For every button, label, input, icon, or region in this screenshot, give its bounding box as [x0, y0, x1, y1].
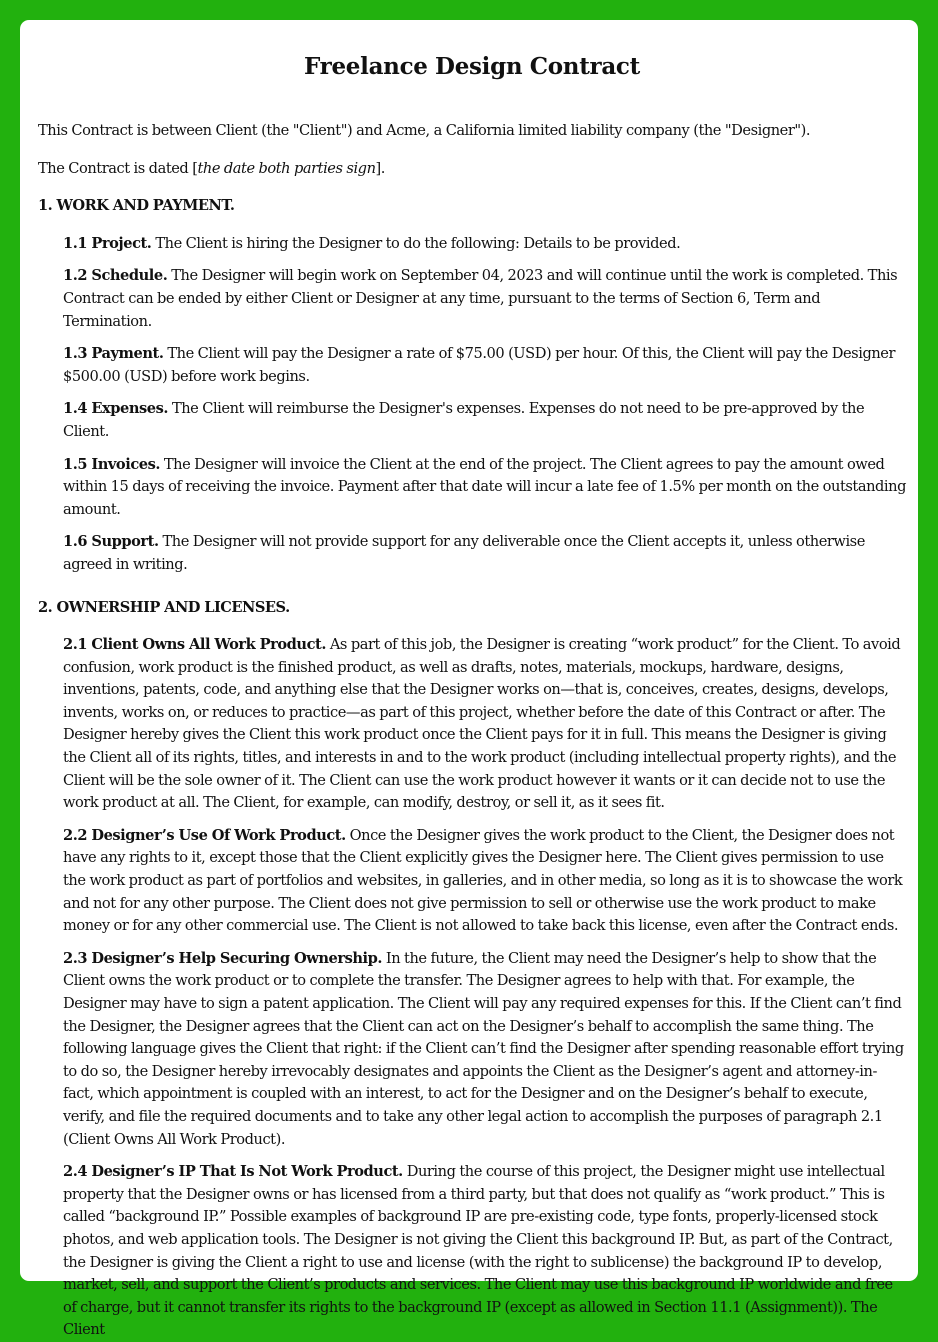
- clause-text: The Designer will begin work on September 04, 2023 and will continue until the work is completed. This Contract can be ended by either Client or Designer at any time, pursuant to the terms of Section 6, Term and Termination.: [63, 267, 898, 330]
- contract-page: [20, 20, 918, 1339]
- clause-1-2-schedule: [63, 265, 906, 333]
- clause-title: 1.6 Support.: [63, 533, 159, 551]
- clause-1-3-payment: [63, 343, 906, 388]
- clause-1-6-support: [63, 531, 906, 576]
- section-heading-work-and-payment: 1. WORK AND PAYMENT.: [38, 197, 235, 215]
- document-title: Freelance Design Contract: [304, 53, 640, 80]
- clause-text: In the future, the Client may need the Designer’s help to show that the Client owns the work product or to complete the transfer. The Designer agrees to help with that. For example, the Designer may have to sign a patent application. The Client will pay any required expenses for this. If the Client can’t find the Designer, the Designer agrees that the Client can act on the Designer’s behalf to accomplish the same thing. The following language gives the Client that right: if the Client can’t find the Designer after spending reasonable effort trying to do so, the Designer hereby irrevocably designates and appoints the Client as the Designer’s agent and attorney-in-fact, which appointment is coupled with an interest, to act for the Designer and on the Designer’s behalf to execute, verify, and file the required documents and to take any other legal action to accomplish the purposes of paragraph 2.1 (Client Owns All Work Product).: [63, 949, 904, 1148]
- clause-1-4-expenses: [63, 398, 906, 443]
- clause-text: The Client will reimburse the Designer's expenses. Expenses do not need to be pre-approved by the Client.: [63, 400, 865, 440]
- clause-2-4-designers-ip-not-work-product: [63, 1161, 906, 1342]
- clause-title: 1.1 Project.: [63, 234, 152, 252]
- clause-text: The Client will pay the Designer a rate of $75.00 (USD) per hour. Of this, the Client will pay the Designer $500.00 (USD) before work begins.: [63, 345, 895, 385]
- dated-suffix: ].: [375, 159, 385, 177]
- contract-content: [20, 20, 918, 1342]
- section-heading-ownership-and-licenses: 2. OWNERSHIP AND LICENSES.: [38, 598, 290, 616]
- clause-2-2-designers-use-of-work-product: [63, 825, 906, 938]
- dated-placeholder: the date both parties sign: [197, 159, 376, 177]
- clause-title: 2.2 Designer’s Use Of Work Product.: [63, 826, 346, 844]
- clause-text: The Client is hiring the Designer to do the following: Details to be provided.: [155, 234, 681, 252]
- clause-title: 2.1 Client Owns All Work Product.: [63, 636, 326, 654]
- clause-title: 2.4 Designer’s IP That Is Not Work Product.: [63, 1163, 403, 1181]
- clause-text: Once the Designer gives the work product to the Client, the Designer does not have any rights to it, except those that the Client explicitly gives the Designer here. The Client gives permission to use the work product as part of portfolios and websites, in galleries, and in other media, so long as it is to showcase the work and not for any other purpose. The Client does not give permission to sell or otherwise use the work product to make money or for any other commercial use. The Client is not allowed to take back this license, even after the Contract ends.: [63, 826, 903, 935]
- intro-paragraph: This Contract is between Client (the "Client") and Acme, a California limited liability company (the "Designer").: [38, 122, 811, 139]
- clause-2-1-client-owns-work-product: [63, 634, 906, 815]
- clause-1-5-invoices: [63, 454, 906, 522]
- clause-1-1-project: [63, 233, 906, 256]
- clause-text: As part of this job, the Designer is creating “work product” for the Client. To avoid confusion, work product is the finished product, as well as drafts, notes, materials, mockups, hardware, designs, inventions, patents, code, and anything else that the Designer works on—that is, conceives, creates, designs, develops, invents, works on, or reduces to practice—as part of this project, whether before the date of this Contract or after. The Designer hereby gives the Client this work product once the Client pays for it in full. This means the Designer is giving the Client all of its rights, titles, and interests in and to the work product (including intellectual property rights), and the Client will be the sole owner of it. The Client can use the work product however it wants or it can decide not to use the work product at all. The Client, for example, can modify, destroy, or sell it, as it sees fit.: [63, 636, 901, 812]
- clause-title: 2.3 Designer’s Help Securing Ownership.: [63, 949, 382, 967]
- clause-2-3-designers-help-securing-ownership: [63, 948, 906, 1151]
- clause-title: 1.4 Expenses.: [63, 400, 169, 418]
- clause-title: 1.2 Schedule.: [63, 267, 168, 285]
- dated-prefix: The Contract is dated [: [38, 159, 198, 177]
- clause-text: The Designer will invoice the Client at the end of the project. The Client agrees to pay the amount owed within 15 days of receiving the invoice. Payment after that date will incur a late fee of 1.5% per month on the outstanding amount.: [63, 455, 906, 518]
- clause-text: The Designer will not provide support for any deliverable once the Client accepts it, unless otherwise agreed in writing.: [63, 533, 865, 573]
- clause-text: During the course of this project, the Designer might use intellectual property that the Designer owns or has licensed from a third party, but that does not qualify as “work product.” This is called “background IP.” Possible examples of background IP are pre-existing code, type fonts, properly-licensed stock photos, and web application tools. The Designer is not giving the Client this background IP. But, as part of the Contract, the Designer is giving the Client a right to use and license (with the right to sublicense) the background IP to develop, market, sell, and support the Client’s products and services. The Client may use this background IP worldwide and free of charge, but it cannot transfer its rights to the background IP (except as allowed in Section 11.1 (Assignment)). The Client: [63, 1163, 893, 1339]
- clause-title: 1.5 Invoices.: [63, 455, 160, 473]
- dated-paragraph: [38, 158, 906, 181]
- clause-title: 1.3 Payment.: [63, 345, 164, 363]
